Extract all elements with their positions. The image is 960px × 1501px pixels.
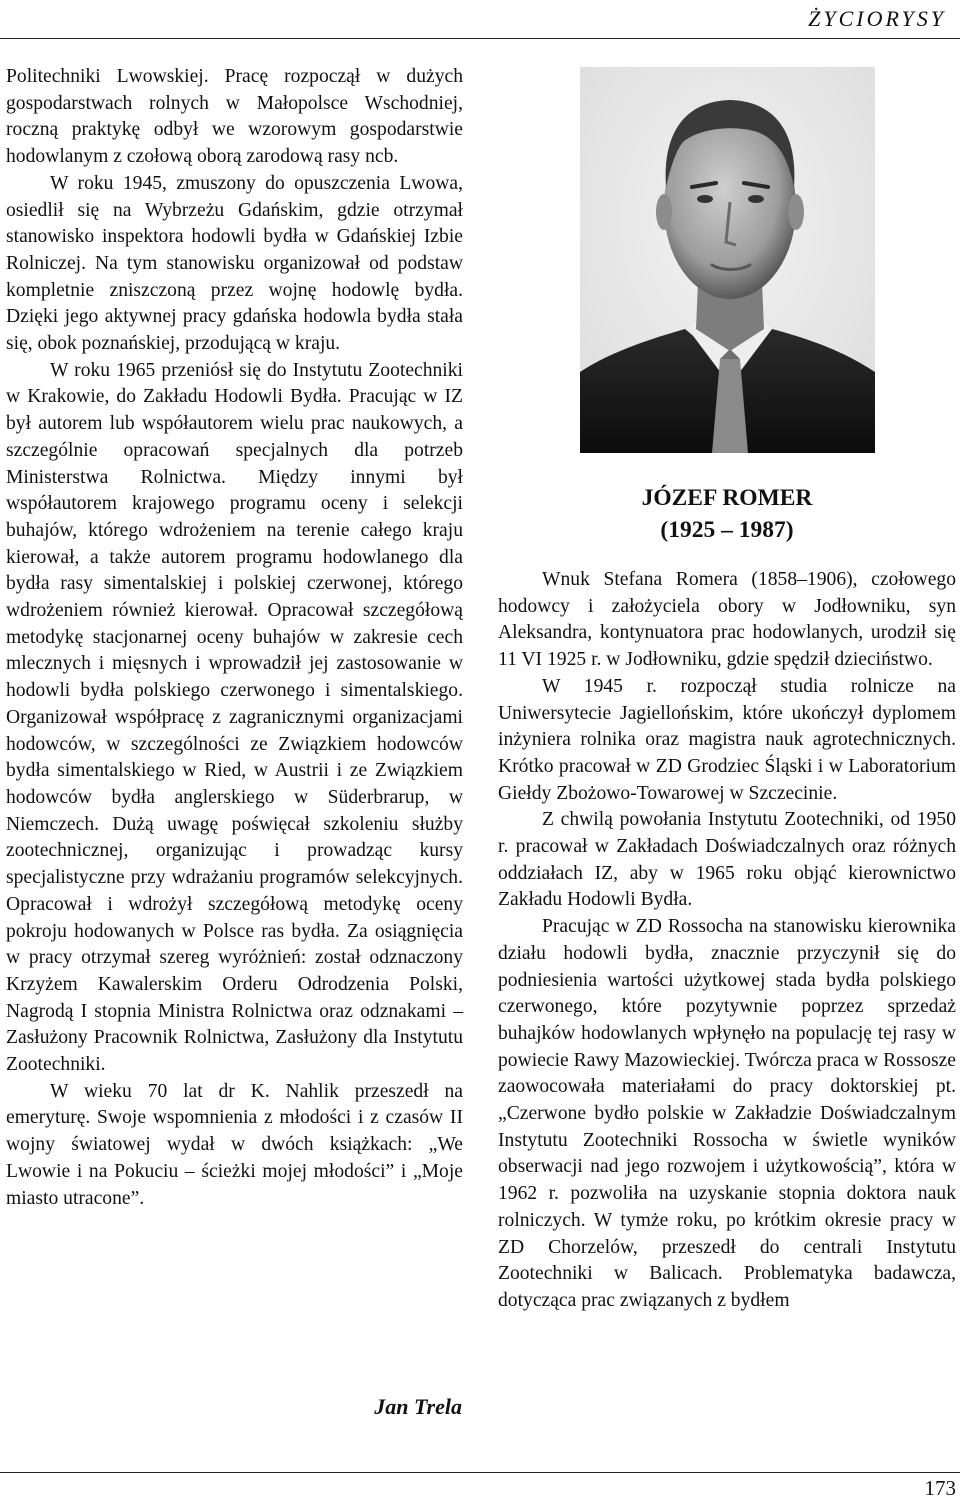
right-paragraph-1: Wnuk Stefana Romera (1858–1906), czołowego hodowcy i założyciela obory w Jodłowniku, syn Aleksandra, kontynuatora prac hodowlanych, urodził się 11 VI 1925 r. w Jodłowniku, gdzie spędził dzieciństwo. [498, 569, 956, 671]
subject-dates: (1925 – 1987) [660, 517, 794, 543]
author-signature: Jan Trela [374, 1394, 462, 1419]
subject-name: JÓZEF ROMER [641, 485, 813, 511]
left-paragraph-2: W roku 1945, zmuszony do opuszczenia Lwowa, osiedlił się na Wybrzeżu Gdańskim, gdzie otrzymał stanowisko inspektora hodowli bydła w Gdańskiej Izbie Rolniczej. Na tym stanowisku organizował od podstaw kompletnie zniszczoną przez wojnę hodowlę bydła. Dzięki jego aktywnej pracy gdańska hodowla bydła stała się, obok poznańskiej, przodującą w kraju. [6, 172, 463, 355]
page-number: 173 [924, 1476, 956, 1500]
right-paragraph-4: Pracując w ZD Rossocha na stanowisku kierownika działu hodowli bydła, znacznie przyczynił się do podniesienia wartości użytkowej stada bydła polskiego czerwonego, które pozytywnie poprzez sprzedaż buhajków hodowlanych wpłynęło na populację tej rasy w powiecie Rawy Mazowieckiej. Twórcza praca w Rossosze zaowocowała materiałami do pracy doktorskiej pt. „Czerwone bydło polskie w Zakładzie Doświadczalnym Instytutu Zootechniki Rossocha w świetle wyników obserwacji nad jego rozwojem i użytkowością”, która w 1962 r. pozwoliła na uzyskanie stopnia doktora nauk rolniczych. W tymże roku, po krótkim okresie pracy w ZD Chorzelów, przeszedł do centrali Instytutu Zootechniki w Balicach. Problematyka badawcza, dotycząca prac związanych z bydłem [498, 916, 957, 1311]
left-paragraph-3: W roku 1965 przeniósł się do Instytutu Zootechniki w Krakowie, do Zakładu Hodowli Bydła. Pracując w IZ był autorem lub współautorem wielu prac naukowych, a szczególnie opracowań specjalnych dla potrzeb Ministerstwa Rolnictwa. Między innymi był współautorem krajowego programu oceny i selekcji buhajów, którego wdrożeniem na terenie całego kraju kierował, a także autorem programu hodowlanego dla bydła rasy simentalskiej i polskiej czerwonej, którego wdrożeniem również kierował. Opracował szczegółową metodykę stacjonarnej oceny buhajów w zakresie cech mlecznych i mięsnych i wprowadził jej zastosowanie w hodowli bydła polskiego czerwonego i simentalskiego. Organizował współpracę z zagranicznymi organizacjami hodowców, w szczególności ze Związkiem hodowców bydła simentalskiego w Ried, w Austrii i ze Związkiem hodowców bydła anglerskiego w Süderbrarup, w Niemczech. Dużą uwagę poświęcał szkoleniu służby zootechnicznej, organizując i prowadząc kursy specjalistyczne przy wdrażaniu programów selekcyjnych. Opracował i wdrożył szczegółową metodykę oceny pokroju hodowanych w Polsce ras bydła. Za osiągnięcia w pracy otrzymał szereg wyróżnień: został odznaczony Krzyżem Kawalerskim Orderu Odrodzenia Polski, Nagrodą I stopnia Ministra Rolnictwa oraz odznakami – Zasłużony Pracownik Rolnictwa, Zasłużony dla Instytutu Zootechniki. [6, 359, 463, 1076]
running-head: ŻYCIORYSY [808, 6, 946, 31]
header-rule [0, 38, 960, 39]
left-paragraph-1: Politechniki Lwowskiej. Pracę rozpoczął w dużych gospodarstwach rolnych w Małopolsce Wschodniej, roczną praktykę odbył we wzorowym gospodarstwie hodowlanym z czołową oborą zarodową rasy ncb. [6, 66, 463, 168]
right-paragraph-3: Z chwilą powołania Instytutu Zootechniki, od 1950 r. pracował w Zakładach Doświadczalnych oraz różnych oddziałach IZ, aby w 1965 roku objąć kierownictwo Zakładu Hodowli Bydła. [498, 809, 956, 911]
left-paragraph-4: W wieku 70 lat dr K. Nahlik przeszedł na emeryturę. Swoje wspomnienia z młodości i z czasów II wojny światowej wydał w dwóch książkach: „We Lwowie i na Pokuciu – ścieżki mojej młodości” i „Moje miasto utracone”. [6, 1080, 463, 1209]
subject-heading [498, 482, 956, 546]
right-column [498, 567, 956, 1315]
left-column [6, 64, 463, 1212]
footer-rule [0, 1472, 960, 1473]
portrait-photo [580, 67, 875, 453]
right-paragraph-2: W 1945 r. rozpoczął studia rolnicze na Uniwersytecie Jagiellońskim, które ukończył dyplomem inżyniera rolnika oraz magistra nauk agrotechnicznych. Krótko pracował w ZD Grodziec Śląski i w Laboratorium Giełdy Zbożowo-Towarowej w Szczecinie. [498, 675, 956, 804]
